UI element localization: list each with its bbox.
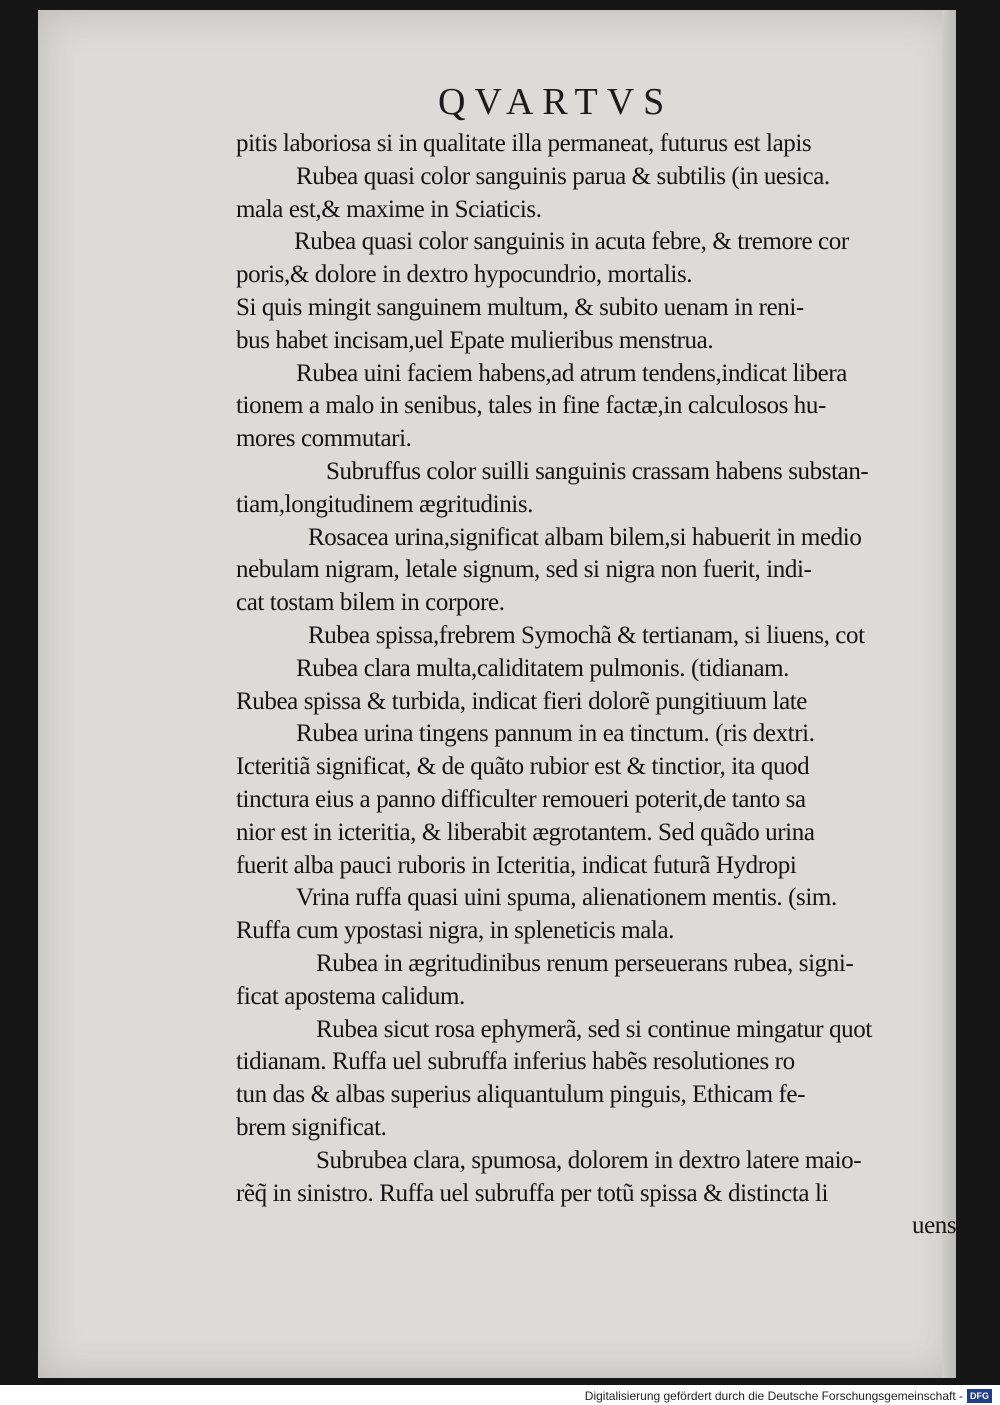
text-line: Rubea quasi color sanguinis in acuta febre, & tremore cor bbox=[294, 228, 849, 256]
body-text bbox=[236, 128, 956, 1243]
text-line: mala est,& maxime in Sciaticis. bbox=[236, 195, 542, 223]
digitization-credit bbox=[585, 1389, 992, 1403]
text-line: ficat apostema calidum. bbox=[236, 982, 465, 1010]
text-line: nior est in icteritia, & liberabit ægrotantem. Sed quãdo urina bbox=[236, 818, 815, 846]
text-line: nebulam nigram, letale signum, sed si nigra non fuerit, indi- bbox=[236, 556, 812, 584]
text-line: Rubea in ægritudinibus renum perseuerans rubea, signi- bbox=[316, 949, 854, 977]
text-line: brem significat. bbox=[236, 1113, 387, 1141]
book-page bbox=[38, 10, 956, 1378]
text-line: Rubea uini faciem habens,ad atrum tendens,indicat libera bbox=[296, 359, 848, 387]
credit-text: Digitalisierung gefördert durch die Deutsche Forschungsgemeinschaft - bbox=[584, 1389, 963, 1403]
text-line: tiam,longitudinem ægritudinis. bbox=[236, 490, 534, 518]
text-line: tun das & albas superius aliquantulum pinguis, Ethicam fe- bbox=[236, 1081, 806, 1109]
text-line: uens bbox=[912, 1212, 957, 1240]
text-line: Ruffa cum ypostasi nigra, in spleneticis mala. bbox=[236, 917, 674, 945]
text-line: fuerit alba pauci ruboris in Icteritia, indicat futurã Hydropi bbox=[236, 851, 797, 879]
text-line: Subruffus color suilli sanguinis crassam habens substan- bbox=[326, 457, 869, 485]
text-line: pitis laboriosa si in qualitate illa permaneat, futurus est lapis bbox=[236, 130, 812, 157]
text-line: rẽq̃ in sinistro. Ruffa uel subruffa per totũ spissa & distincta li bbox=[236, 1179, 829, 1207]
text-line: poris,& dolore in dextro hypocundrio, mortalis. bbox=[236, 261, 693, 289]
text-line: Rubea clara multa,caliditatem pulmonis. (tidianam. bbox=[296, 654, 790, 682]
text-line: mores commutari. bbox=[236, 425, 412, 453]
text-line: Rubea sicut rosa ephymerã, sed si continue mingatur quot bbox=[316, 1015, 872, 1043]
text-line: tinctura eius a panno difficulter remoueri poterit,de tanto sa bbox=[236, 785, 806, 813]
text-line: Rubea quasi color sanguinis parua & subtilis (in uesica. bbox=[296, 162, 830, 190]
text-line: Rubea urina tingens pannum in ea tinctum. (ris dextri. bbox=[296, 720, 815, 748]
text-line: tionem a malo in senibus, tales in fine factæ,in calculosos hu- bbox=[236, 392, 826, 420]
text-line: cat tostam bilem in corpore. bbox=[236, 589, 505, 617]
text-line: tidianam. Ruffa uel subruffa inferius habẽs resolutiones ro bbox=[236, 1048, 795, 1076]
text-line: Rubea spissa & turbida, indicat fieri dolorẽ pungitiuum late bbox=[236, 687, 808, 715]
text-line: bus habet incisam,uel Epate mulieribus menstrua. bbox=[236, 326, 714, 354]
running-head: QVARTVS bbox=[438, 81, 674, 123]
text-line: Si quis mingit sanguinem multum, & subito uenam in reni- bbox=[236, 293, 804, 321]
text-line: Vrina ruffa quasi uini spuma, alienationem mentis. (sim. bbox=[296, 884, 837, 912]
text-line: Rosacea urina,significat albam bilem,si habuerit in medio bbox=[308, 523, 862, 551]
text-line: Subrubea clara, spumosa, dolorem in dextro latere maio- bbox=[316, 1146, 862, 1174]
text-line: Rubea spissa,frebrem Symochã & tertianam, si liuens, cot bbox=[308, 621, 865, 649]
text-line: Icteritiã significat, & de quãto rubior est & tinctior, ita quod bbox=[236, 753, 810, 781]
dfg-logo: DFG bbox=[967, 1389, 992, 1403]
